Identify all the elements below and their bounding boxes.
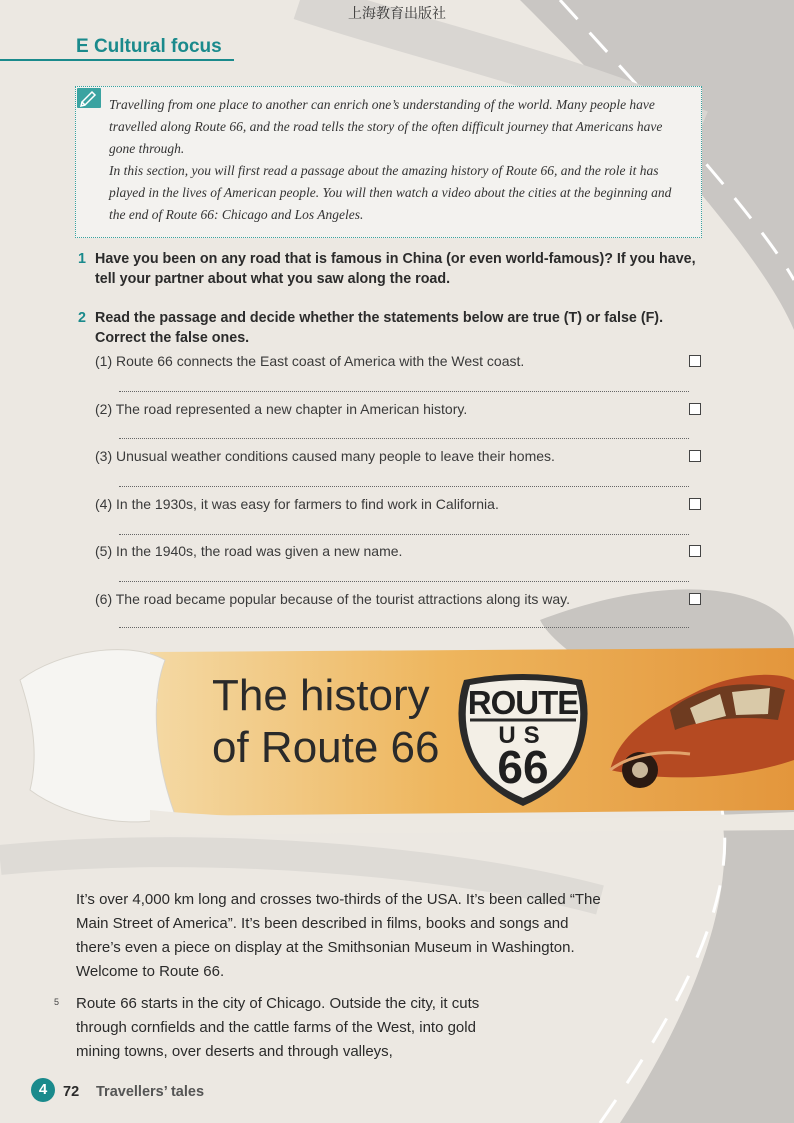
sign-us-text: US [498,722,548,749]
statement-item [95,401,705,427]
question-2 [78,308,708,348]
question-text: Read the passage and decide whether the statements below are true (T) or false (F). Correct the false ones. [95,310,664,346]
answer-checkbox[interactable] [689,450,701,462]
answer-line[interactable] [119,391,689,392]
answer-line[interactable] [119,581,689,582]
answer-line[interactable] [119,534,689,535]
sign-number-text: 66 [497,741,549,793]
passage-paragraph: It’s over 4,000 km long and crosses two-thirds of the USA. It’s been called “The Main Street of America”. It’s been described in films, books and songs and there’s even a piece on display at the Smithsonian Museum in Washington. Welcome to Route 66. [76,891,601,980]
answer-line[interactable] [119,438,689,439]
answer-checkbox[interactable] [689,403,701,415]
statement-item [95,543,705,569]
passage-paragraph: Route 66 starts in the city of Chicago. Outside the city, it cuts through cornfields and the cattle farms of the West, into gold mining towns, over deserts and through valleys, [76,995,480,1060]
unit-number-badge: 4 [31,1078,55,1102]
publisher-header: 上海教育出版社 [348,6,446,22]
statement-item [95,496,705,522]
question-1 [78,249,708,289]
intro-paragraph: In this section, you will first read a passage about the amazing history of Route 66, and the role it has played in the lives of American people. You will then watch a video about the cities at the beginning and the end of Route 66: Chicago and Los Angeles. [109,163,672,222]
question-number: 2 [78,310,86,326]
page-number: 72 [63,1084,80,1100]
pencil-icon [77,88,101,108]
answer-checkbox[interactable] [689,593,701,605]
answer-checkbox[interactable] [689,498,701,510]
intro-paragraph: Travelling from one place to another can enrich one’s understanding of the world. Many people have travelled along Route 66, and the road tells the story of the often difficult journey that Americans have gone through. [109,97,663,156]
statement-text: (2) The road represented a new chapter in American history. [95,401,468,417]
question-text: Have you been on any road that is famous in China (or even world-famous)? If you have, tell your partner about what you saw along the road. [95,251,696,287]
section-title: E Cultural focus [76,36,222,57]
statement-item [95,353,705,379]
statement-item [95,591,705,617]
answer-line[interactable] [119,486,689,487]
banner-title-line: of Route 66 [212,723,440,772]
line-number: 5 [54,997,60,1007]
banner-title-line: The history [212,671,430,720]
statement-item [95,448,705,474]
unit-title: Travellers’ tales [96,1084,205,1100]
section-underline [0,59,234,61]
vintage-car-image [600,650,794,800]
answer-checkbox[interactable] [689,355,701,367]
answer-line[interactable] [119,627,689,628]
sign-route-text: ROUTE [467,684,579,721]
statement-text: (3) Unusual weather conditions caused many people to leave their homes. [95,448,555,464]
statement-text: (4) In the 1930s, it was easy for farmers to find work in California. [95,496,499,512]
answer-checkbox[interactable] [689,545,701,557]
question-number: 1 [78,251,86,267]
intro-box [75,86,702,238]
statement-text: (1) Route 66 connects the East coast of America with the West coast. [95,353,525,369]
statement-text: (5) In the 1940s, the road was given a new name. [95,543,403,559]
banner-title [212,670,440,774]
statement-text: (6) The road became popular because of the tourist attractions along its way. [95,591,570,607]
route-66-shield-sign [452,670,594,810]
